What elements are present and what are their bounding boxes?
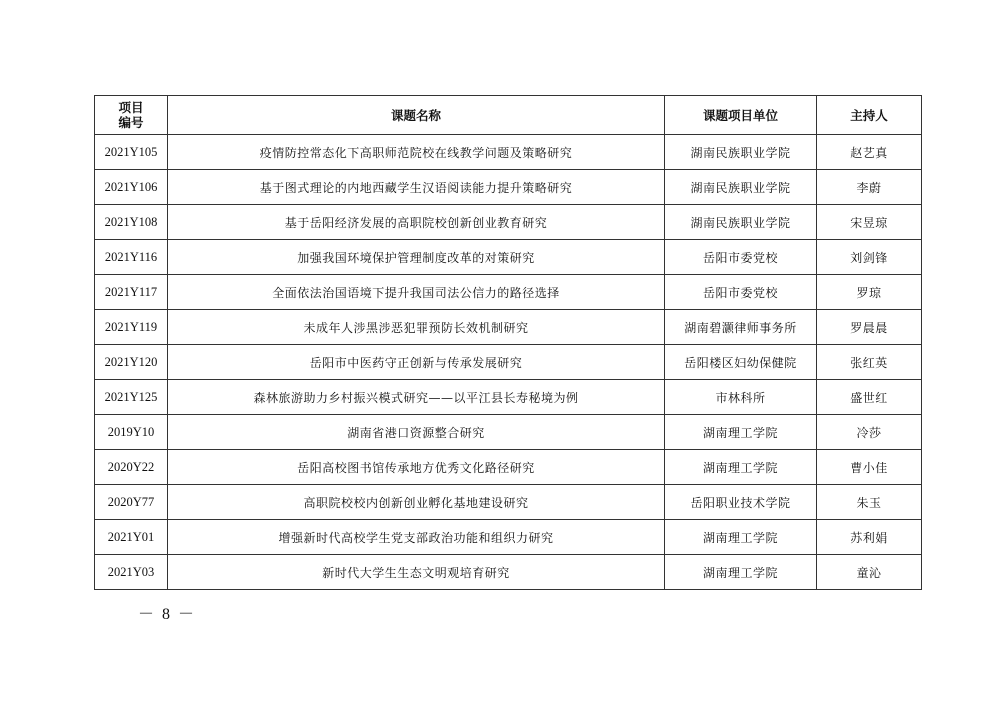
table-row xyxy=(95,310,922,345)
project-unit-cell: 湖南民族职业学院 xyxy=(665,135,817,170)
host-cell: 盛世红 xyxy=(817,380,922,415)
topic-name-cell: 增强新时代高校学生党支部政治功能和组织力研究 xyxy=(168,520,665,555)
header-topic-name: 课题名称 xyxy=(168,96,665,135)
topic-name-cell: 基于图式理论的内地西藏学生汉语阅读能力提升策略研究 xyxy=(168,170,665,205)
table-row xyxy=(95,485,922,520)
topic-name-cell: 森林旅游助力乡村振兴模式研究——以平江县长寿秘境为例 xyxy=(168,380,665,415)
topic-name-cell: 基于岳阳经济发展的高职院校创新创业教育研究 xyxy=(168,205,665,240)
project-unit-cell: 湖南理工学院 xyxy=(665,555,817,590)
host-cell: 苏利娟 xyxy=(817,520,922,555)
project-table xyxy=(94,95,922,590)
table-row xyxy=(95,205,922,240)
table-body xyxy=(95,135,922,590)
header-code-line2: 编号 xyxy=(118,115,144,130)
host-cell: 朱玉 xyxy=(817,485,922,520)
project-code-cell: 2021Y120 xyxy=(95,345,168,380)
table-row xyxy=(95,450,922,485)
table-header xyxy=(95,96,922,135)
project-unit-cell: 岳阳市委党校 xyxy=(665,240,817,275)
project-code-cell: 2021Y119 xyxy=(95,310,168,345)
project-unit-cell: 岳阳楼区妇幼保健院 xyxy=(665,345,817,380)
header-host: 主持人 xyxy=(817,96,922,135)
project-unit-cell: 湖南民族职业学院 xyxy=(665,170,817,205)
table-row xyxy=(95,345,922,380)
topic-name-cell: 湖南省港口资源整合研究 xyxy=(168,415,665,450)
host-cell: 宋昱琼 xyxy=(817,205,922,240)
project-unit-cell: 湖南理工学院 xyxy=(665,415,817,450)
host-cell: 李蔚 xyxy=(817,170,922,205)
topic-name-cell: 新时代大学生生态文明观培育研究 xyxy=(168,555,665,590)
project-code-cell: 2020Y22 xyxy=(95,450,168,485)
host-cell: 张红英 xyxy=(817,345,922,380)
host-cell: 赵艺真 xyxy=(817,135,922,170)
host-cell: 罗琼 xyxy=(817,275,922,310)
topic-name-cell: 岳阳市中医药守正创新与传承发展研究 xyxy=(168,345,665,380)
project-code-cell: 2021Y125 xyxy=(95,380,168,415)
project-code-cell: 2021Y01 xyxy=(95,520,168,555)
header-row xyxy=(95,96,922,135)
table-row xyxy=(95,380,922,415)
host-cell: 冷莎 xyxy=(817,415,922,450)
header-code-line1: 项目 xyxy=(118,100,144,115)
project-code-cell: 2020Y77 xyxy=(95,485,168,520)
table-row xyxy=(95,555,922,590)
topic-name-cell: 疫情防控常态化下高职师范院校在线教学问题及策略研究 xyxy=(168,135,665,170)
header-project-unit: 课题项目单位 xyxy=(665,96,817,135)
table-row xyxy=(95,240,922,275)
project-code-cell: 2021Y106 xyxy=(95,170,168,205)
project-code-cell: 2021Y116 xyxy=(95,240,168,275)
table-row xyxy=(95,275,922,310)
topic-name-cell: 全面依法治国语境下提升我国司法公信力的路径选择 xyxy=(168,275,665,310)
table-row xyxy=(95,170,922,205)
project-code-cell: 2021Y108 xyxy=(95,205,168,240)
host-cell: 刘剑锋 xyxy=(817,240,922,275)
project-code-cell: 2021Y117 xyxy=(95,275,168,310)
project-unit-cell: 岳阳职业技术学院 xyxy=(665,485,817,520)
project-unit-cell: 岳阳市委党校 xyxy=(665,275,817,310)
host-cell: 曹小佳 xyxy=(817,450,922,485)
topic-name-cell: 岳阳高校图书馆传承地方优秀文化路径研究 xyxy=(168,450,665,485)
host-cell: 童沁 xyxy=(817,555,922,590)
table-row xyxy=(95,415,922,450)
project-code-cell: 2019Y10 xyxy=(95,415,168,450)
page-number: － 8 － xyxy=(138,606,197,623)
topic-name-cell: 未成年人涉黑涉恶犯罪预防长效机制研究 xyxy=(168,310,665,345)
topic-name-cell: 加强我国环境保护管理制度改革的对策研究 xyxy=(168,240,665,275)
project-unit-cell: 湖南理工学院 xyxy=(665,450,817,485)
project-code-cell: 2021Y03 xyxy=(95,555,168,590)
project-unit-cell: 湖南理工学院 xyxy=(665,520,817,555)
project-unit-cell: 湖南民族职业学院 xyxy=(665,205,817,240)
table-row xyxy=(95,520,922,555)
project-unit-cell: 湖南碧灏律师事务所 xyxy=(665,310,817,345)
host-cell: 罗晨晨 xyxy=(817,310,922,345)
project-code-cell: 2021Y105 xyxy=(95,135,168,170)
topic-name-cell: 高职院校校内创新创业孵化基地建设研究 xyxy=(168,485,665,520)
table-row xyxy=(95,135,922,170)
project-unit-cell: 市林科所 xyxy=(665,380,817,415)
header-project-code xyxy=(95,96,168,135)
